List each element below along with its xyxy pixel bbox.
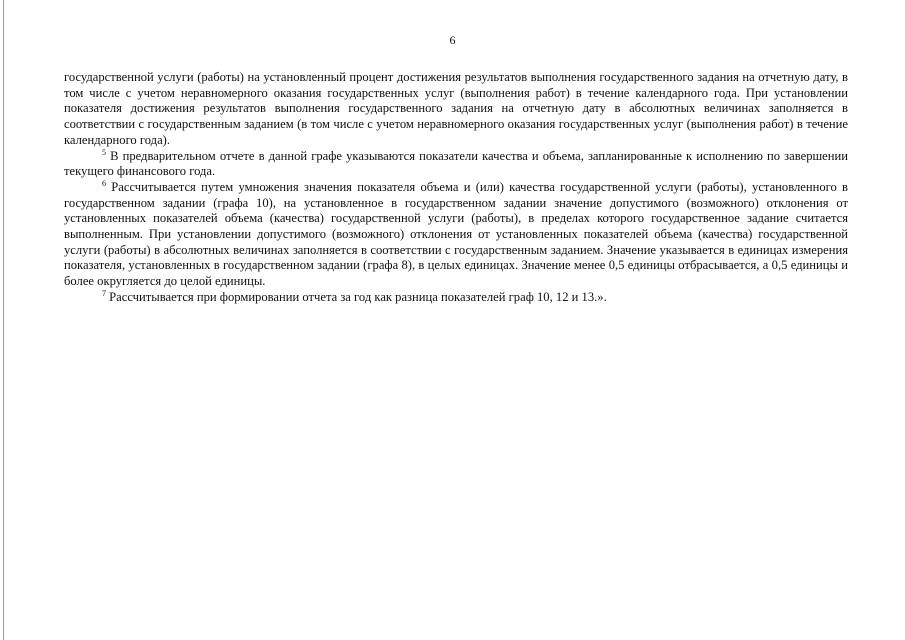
footnote-marker: 5 bbox=[102, 147, 106, 157]
footnote-text: В предварительном отчете в данной графе указываются показатели качества и объема, запланированные к исполнению по завершении текущего финансового года. bbox=[64, 148, 848, 179]
scan-edge-line bbox=[3, 0, 4, 640]
footnote-5 bbox=[64, 149, 848, 180]
paragraph-text: государственной услуги (работы) на установленный процент достижения результатов выполнения государственного задания на отчетную дату, в том числе с учетом неравномерного оказания государственных услуг (выполнения работ) в течение календарного года. При установлении показателя достижения результатов выполнения государственного задания на отчетную дату в абсолютных величинах заполняется в соответствии с государственным заданием (в том числе с учетом неравномерного оказания государственных услуг (выполнения работ) в течение календарного года). bbox=[64, 70, 848, 147]
footnote-text: Рассчитывается при формировании отчета за год как разница показателей граф 10, 12 и 13.». bbox=[106, 289, 607, 304]
footnote-marker: 7 bbox=[102, 288, 106, 298]
document-body bbox=[64, 70, 848, 306]
footnote-7 bbox=[64, 290, 848, 306]
footnote-marker: 6 bbox=[102, 178, 106, 188]
page-number: 6 bbox=[449, 33, 456, 47]
footnote-6 bbox=[64, 180, 848, 290]
footnote-text: Рассчитывается путем умножения значения показателя объема и (или) качества государственной услуги (работы), установленного в государственном задании (графа 10), на установленное в государственном задании значение допустимого (возможного) отклонения от установленных показателей объема (качества) государственной услуги (работы), в пределах которого государственное задание считается выполненным. При установлении допустимого (возможного) отклонения от установленных показателей объема (качества) государственной услуги (работы) в абсолютных величинах заполняется в соответствии с государственным заданием. Значение указывается в единицах измерения показателя, установленных в государственном задании (графа 8), в целых единицах. Значение менее 0,5 единицы отбрасывается, а 0,5 единицы и более округляется до целой единицы. bbox=[64, 179, 848, 289]
paragraph-continuation bbox=[64, 70, 848, 149]
